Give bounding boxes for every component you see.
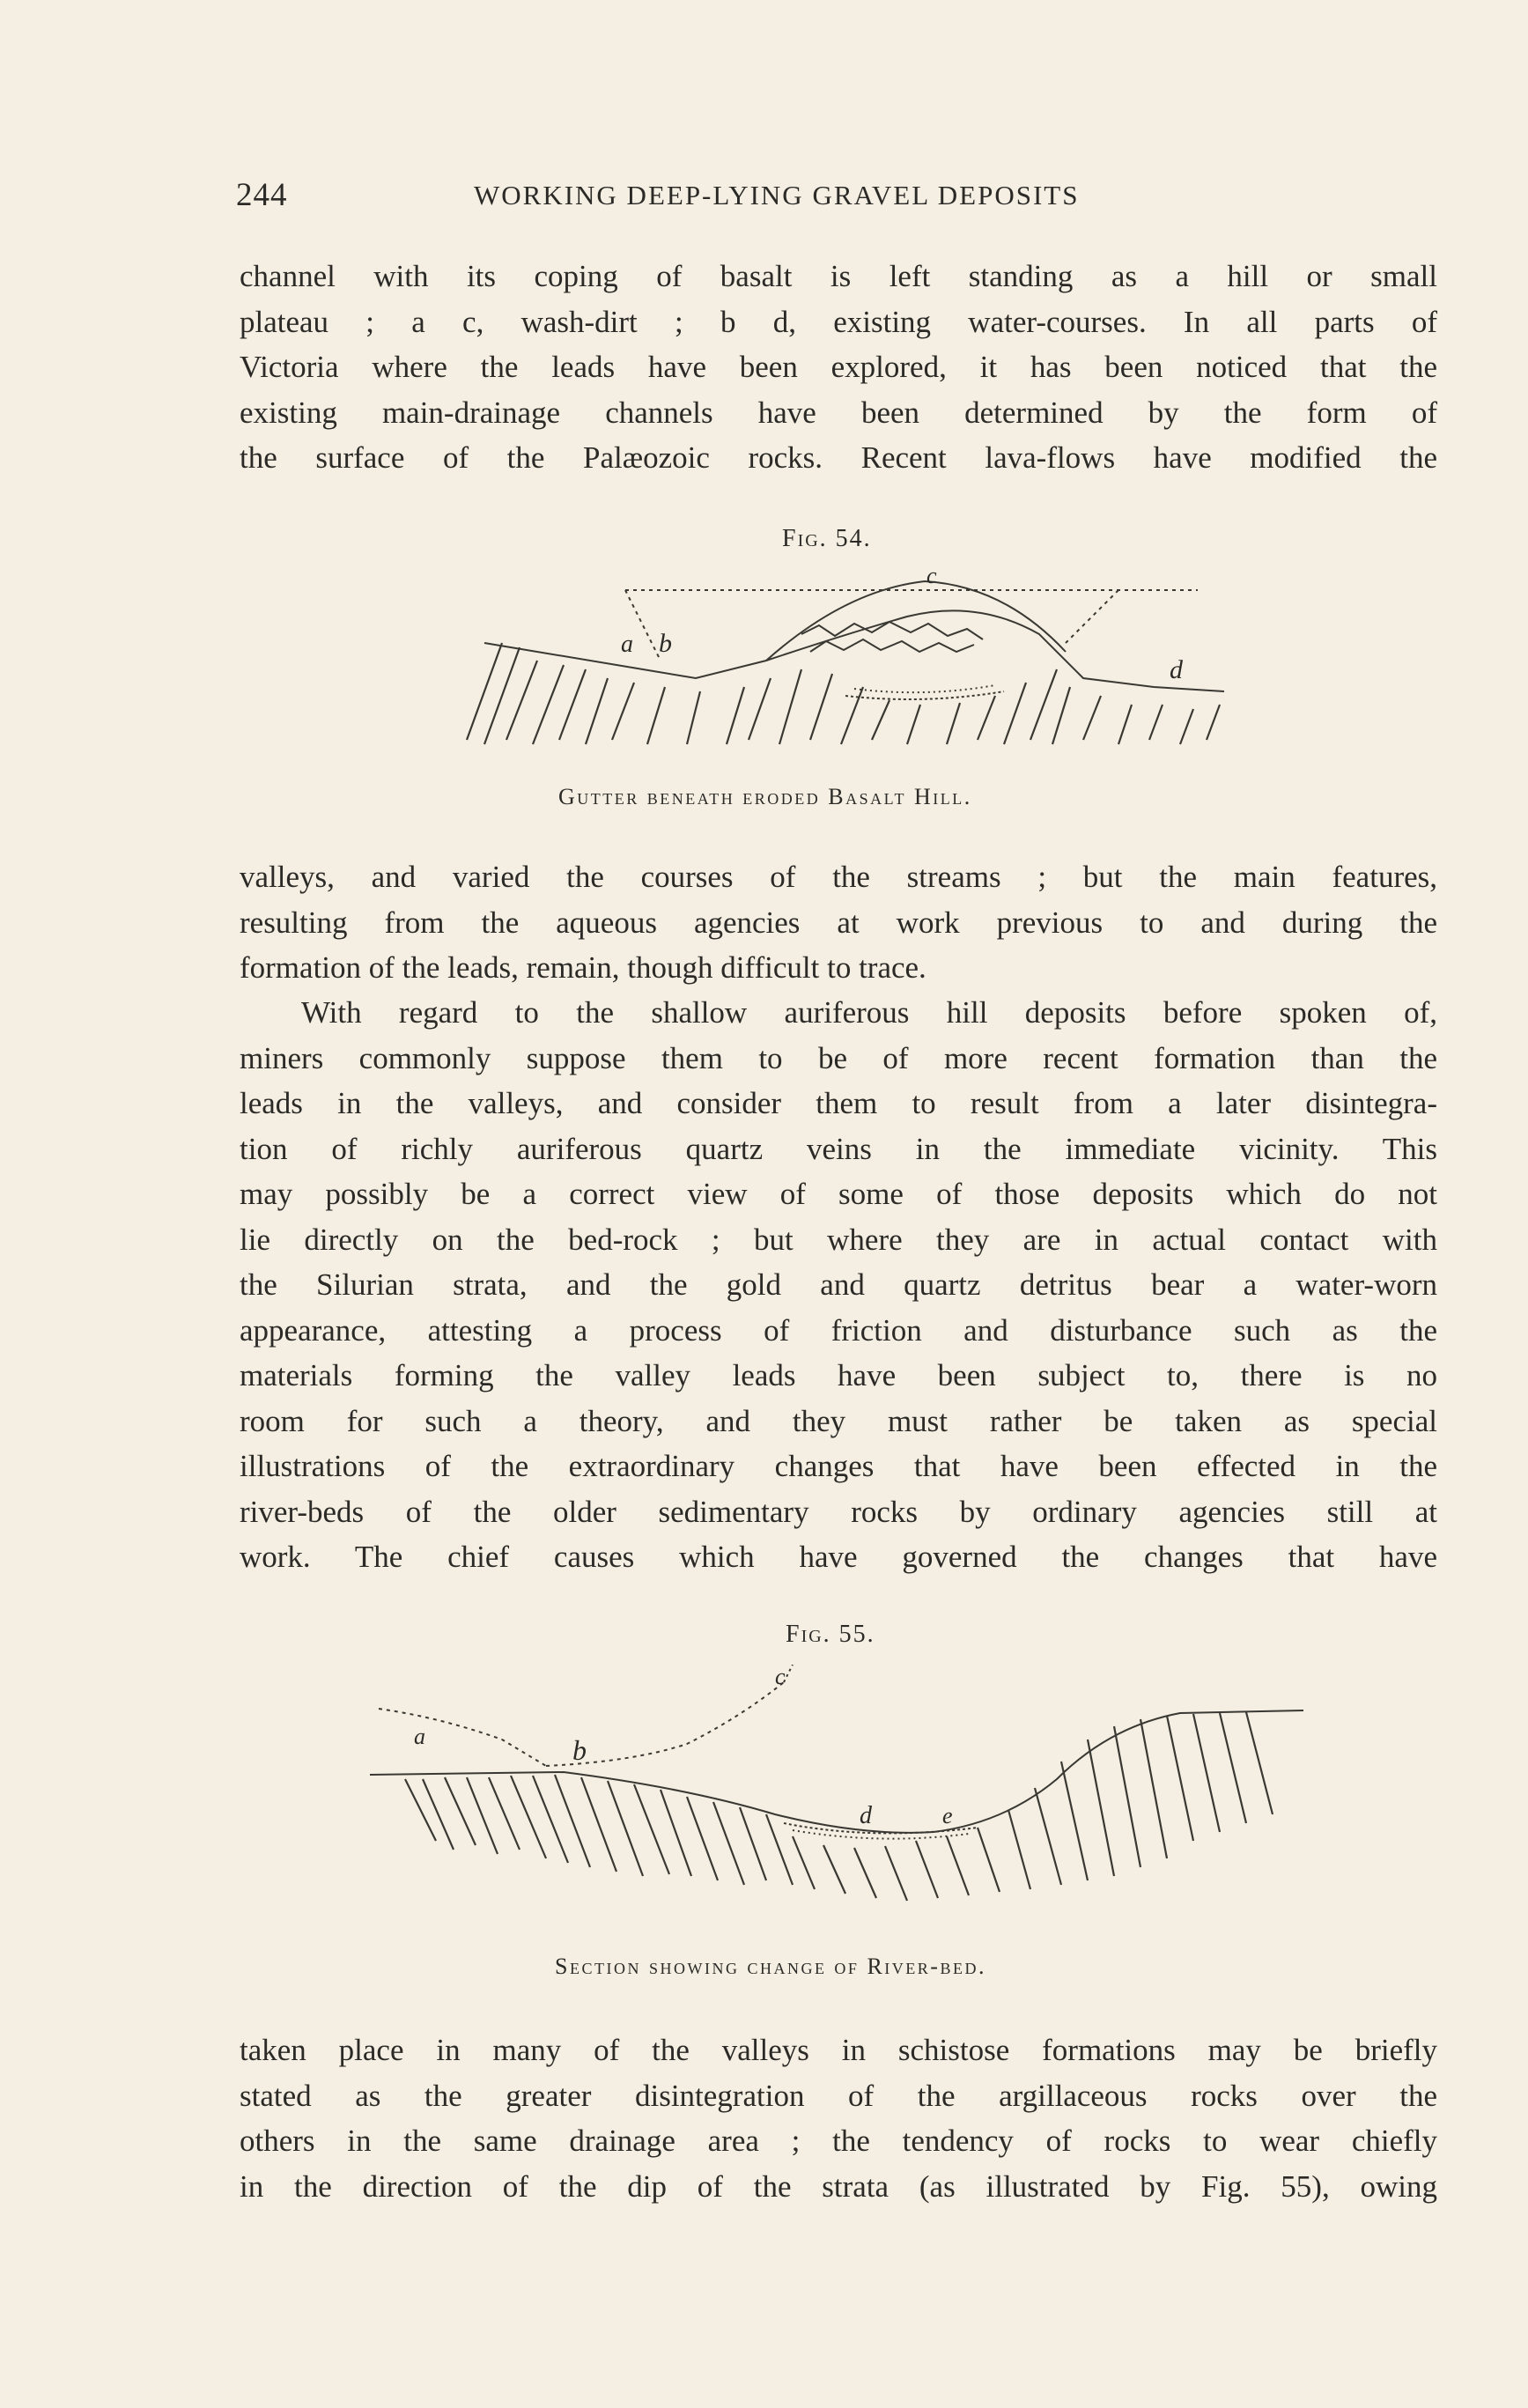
text-line: valleys, and varied the courses of the streams ; but the main features, xyxy=(240,860,1437,894)
text-line: lie directly on the bed-rock ; but where they are in actual contact with xyxy=(240,1222,1437,1257)
text-line: others in the same drainage area ; the tendency of rocks to wear chiefly xyxy=(240,2124,1437,2158)
paragraph-2 xyxy=(240,854,1437,991)
text-line: illustrations of the extraordinary changes that have been effected in the xyxy=(240,1449,1437,1483)
figure-55-letter-a: a xyxy=(414,1724,425,1749)
text-line: river-beds of the older sedimentary rocks by ordinary agencies still at xyxy=(240,1494,1437,1529)
text-line: taken place in many of the valleys in schistose formations may be briefly xyxy=(240,2033,1437,2067)
text-line: work. The chief causes which have governed the changes that have xyxy=(240,1540,1437,1574)
page-number: 244 xyxy=(236,177,288,213)
figure-54-letter-d: d xyxy=(1170,655,1183,684)
figure-54-illustration xyxy=(432,564,1242,757)
text-line: channel with its coping of basalt is left standing as a hill or small xyxy=(240,259,1437,293)
figure-54-label: Fig. 54. xyxy=(782,525,872,552)
text-line: existing main-drainage channels have been determined by the form of xyxy=(240,395,1437,430)
text-line: in the direction of the dip of the strata (as illustrated by Fig. 55), owing xyxy=(240,2168,1437,2204)
paragraph-1 xyxy=(240,254,1437,481)
figure-55-label: Fig. 55. xyxy=(786,1621,875,1648)
figure-55-letter-d: d xyxy=(860,1802,872,1829)
figure-54-letter-a: a xyxy=(621,631,633,658)
running-head xyxy=(236,176,1434,220)
text-line: formation of the leads, remain, though difficult to trace. xyxy=(240,950,926,985)
text-line: plateau ; a c, wash-dirt ; b d, existing water-courses. In all parts of xyxy=(240,304,1437,339)
figure-54-letter-c: c xyxy=(926,564,937,588)
text-line: room for such a theory, and they must rather be taken as special xyxy=(240,1403,1437,1438)
text-line: appearance, attesting a process of friction and disturbance such as the xyxy=(240,1312,1437,1348)
text-line: tion of richly auriferous quartz veins in the immediate vicinity. This xyxy=(240,1131,1437,1166)
paragraph-4 xyxy=(240,2028,1437,2209)
figure-54-caption: Gutter beneath eroded Basalt Hill. xyxy=(558,784,972,809)
text-line: leads in the valleys, and consider them to result from a later disintegra- xyxy=(240,1086,1437,1120)
figure-55-letter-e: e xyxy=(942,1803,953,1828)
figure-55-caption: Section showing change of River-bed. xyxy=(555,1954,986,1979)
text-line: materials forming the valley leads have been subject to, there is no xyxy=(240,1358,1437,1392)
text-line: With regard to the shallow auriferous hill deposits before spoken of, xyxy=(301,995,1437,1030)
text-line: may possibly be a correct view of some of those deposits which do not xyxy=(240,1177,1437,1211)
text-line: stated as the greater disintegration of the argillaceous rocks over the xyxy=(240,2078,1437,2113)
text-line: resulting from the aqueous agencies at work previous to and during the xyxy=(240,905,1437,940)
text-line: the Silurian strata, and the gold and quartz detritus bear a water-worn xyxy=(240,1267,1437,1302)
paragraph-3 xyxy=(240,990,1437,1580)
figure-55-letter-c: c xyxy=(775,1665,786,1689)
text-line: Victoria where the leads have been explored, it has been noticed that the xyxy=(240,350,1437,384)
figure-54-letter-b: b xyxy=(659,629,672,658)
text-line: the surface of the Palæozoic rocks. Recent lava-flows have modified the xyxy=(240,440,1437,475)
text-line: miners commonly suppose them to be of more recent formation than the xyxy=(240,1040,1437,1075)
running-title: WORKING DEEP-LYING GRAVEL DEPOSITS xyxy=(474,180,1080,211)
figure-55-letter-b: b xyxy=(572,1734,587,1766)
figure-55-illustration xyxy=(370,1665,1321,1929)
